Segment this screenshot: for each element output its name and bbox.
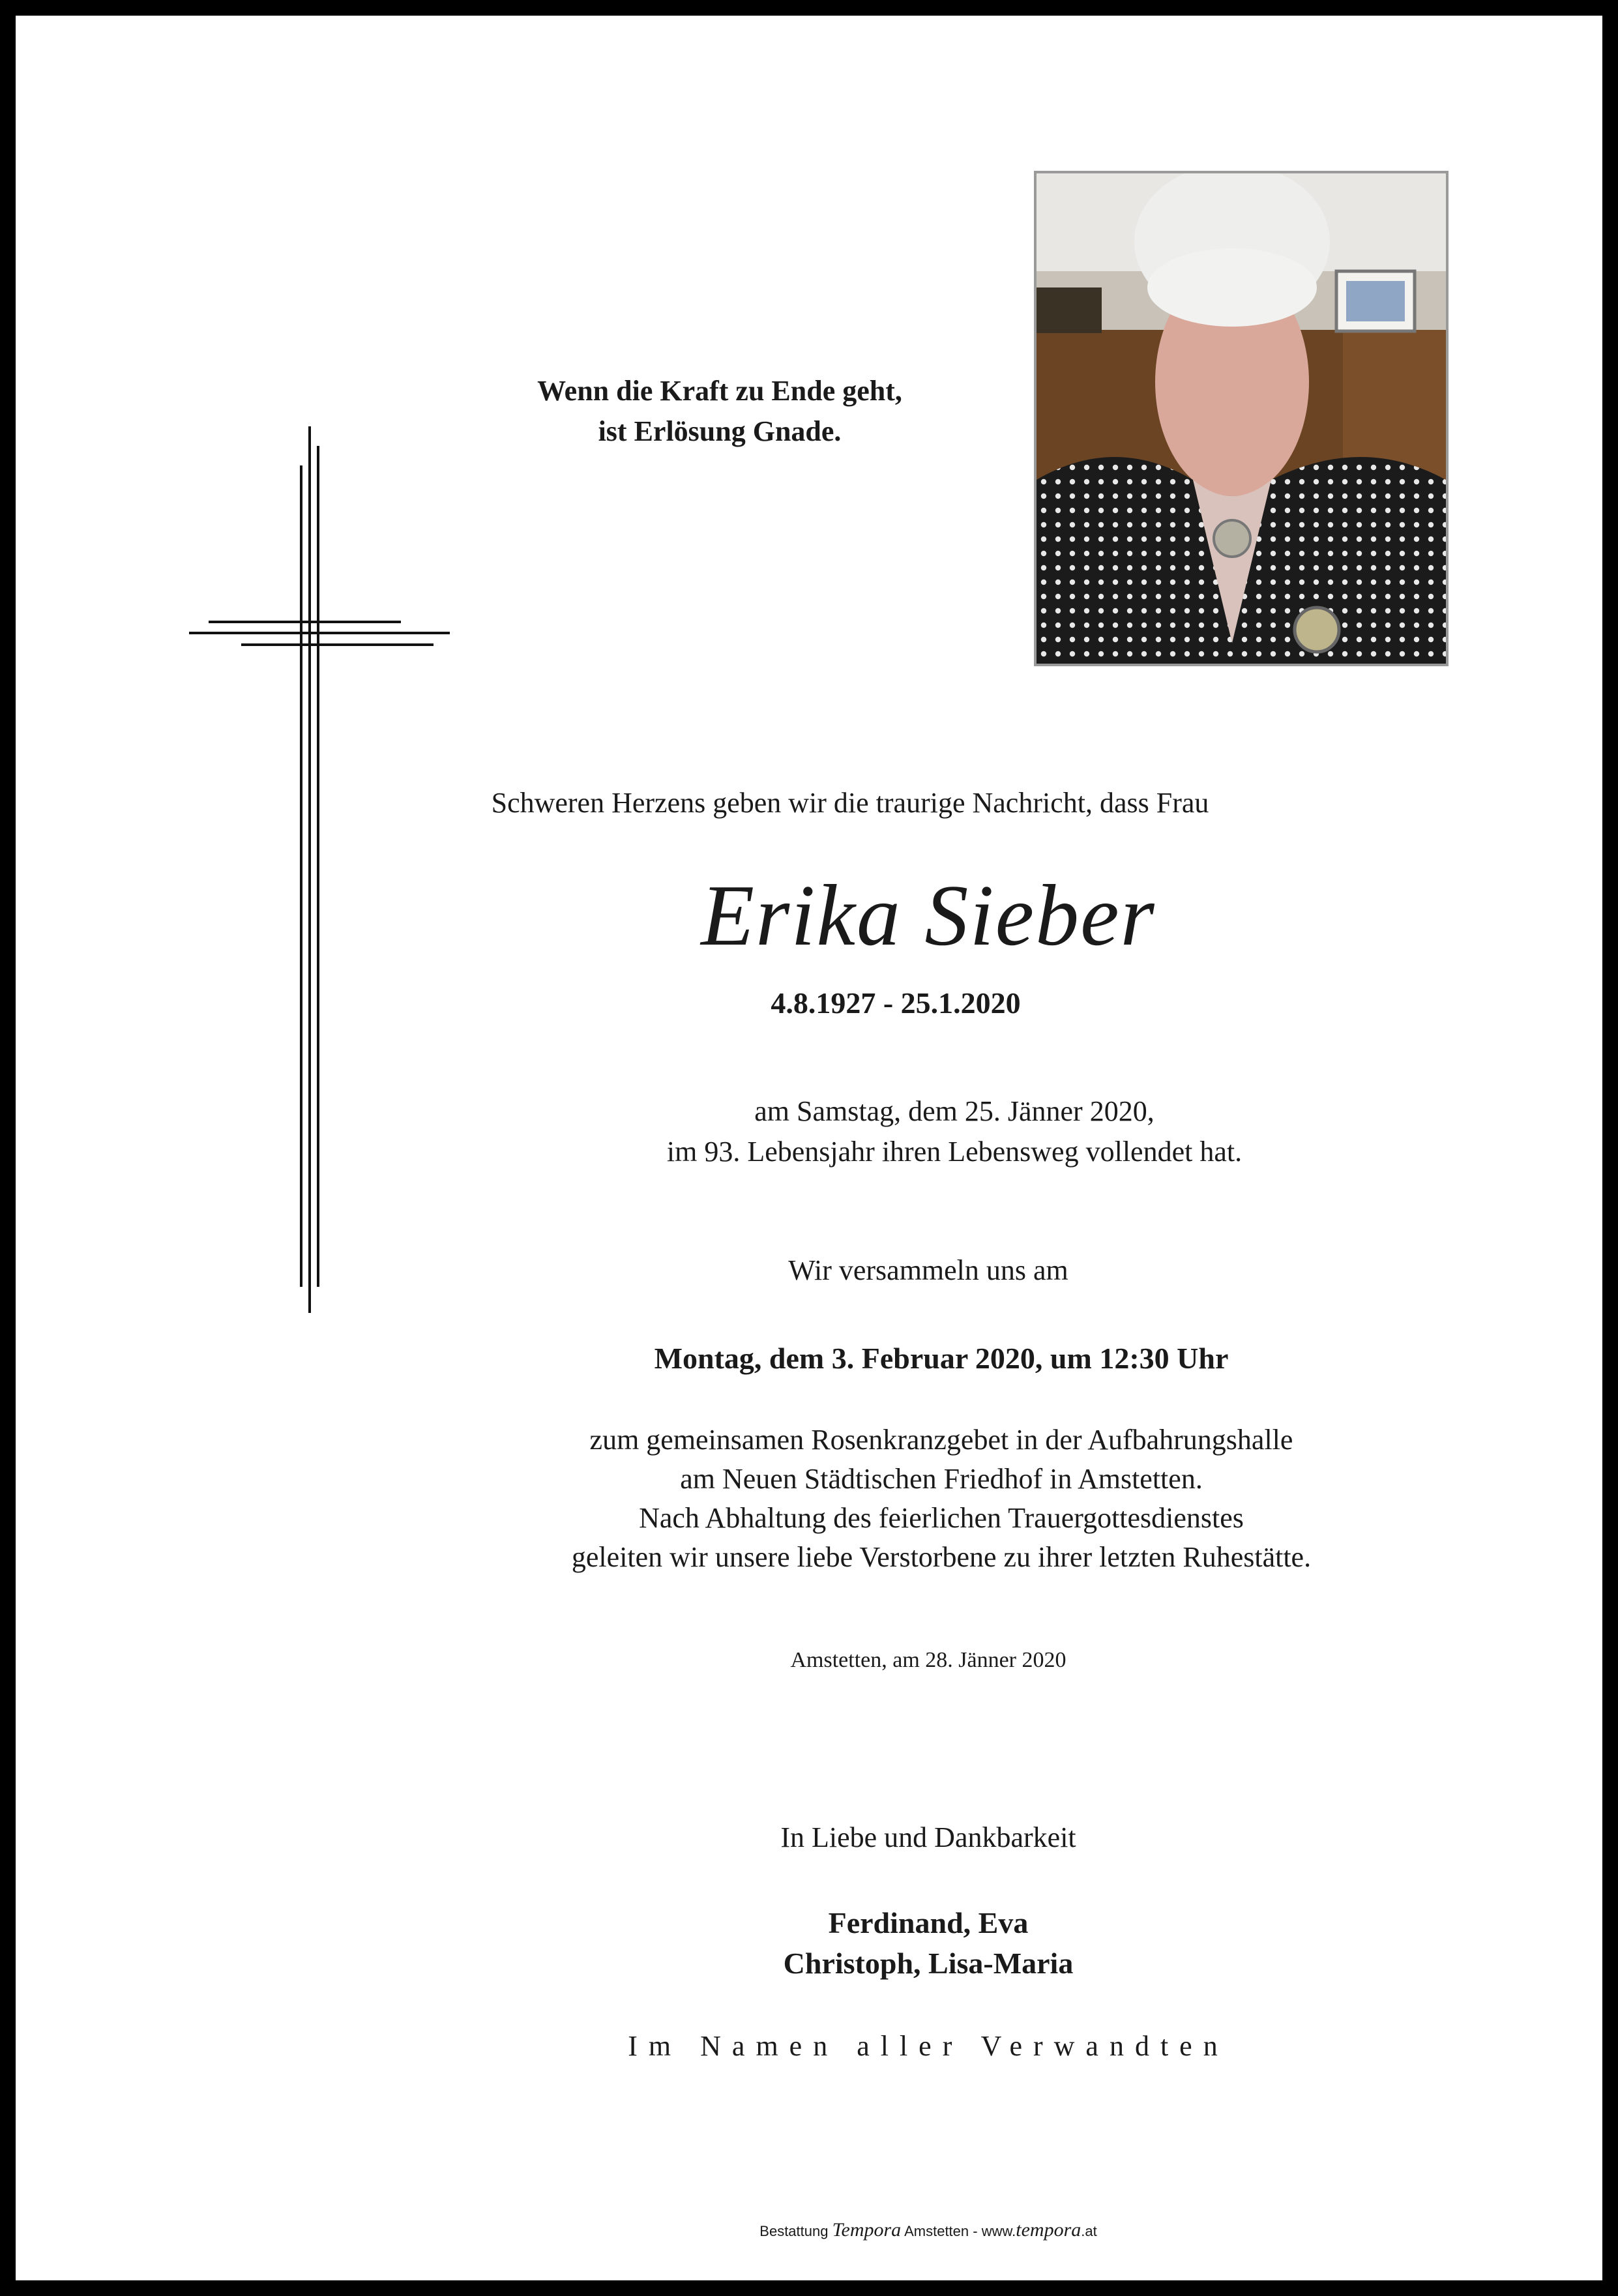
obituary-page bbox=[16, 16, 1602, 2280]
gathering-line-3: Nach Abhaltung des feierlichen Trauergottesdienstes bbox=[639, 1502, 1244, 1534]
place-date: Amstetten, am 28. Jänner 2020 bbox=[790, 1648, 1066, 1672]
footer-web-tld: .at bbox=[1081, 2223, 1097, 2239]
footer-prefix: Bestattung bbox=[759, 2223, 829, 2239]
quote bbox=[472, 371, 967, 452]
portrait-photo bbox=[1034, 171, 1449, 666]
gathering-line-2: am Neuen Städtischen Friedhof in Amstetten. bbox=[680, 1463, 1203, 1495]
footer-web-brand: tempora bbox=[1016, 2219, 1081, 2241]
footer-brand: Tempora bbox=[832, 2219, 902, 2241]
gathering-line-1: zum gemeinsamen Rosenkranzgebet in der Aufbahrungshalle bbox=[589, 1424, 1293, 1456]
gathering-details bbox=[433, 1420, 1450, 1577]
quote-line-1: Wenn die Kraft zu Ende geht, bbox=[537, 375, 902, 407]
life-dates: 4.8.1927 - 25.1.2020 bbox=[771, 986, 1021, 1020]
intro-text: Schweren Herzens geben wir die traurige Nachricht, dass Frau bbox=[491, 787, 1209, 819]
thanks-text: In Liebe und Dankbarkeit bbox=[780, 1821, 1076, 1853]
closing-text: Im Namen aller Verwandten bbox=[628, 2030, 1229, 2062]
death-line-2: im 93. Lebensjahr ihren Lebensweg vollendet hat. bbox=[666, 1136, 1243, 1168]
gathering-line-4: geleiten wir unsere liebe Verstorbene zu ihrer letzten Ruhestätte. bbox=[571, 1541, 1312, 1573]
family-names bbox=[602, 1903, 1254, 1984]
footer-suffix: Amstetten - www. bbox=[904, 2223, 1016, 2239]
gathering-intro: Wir versammeln uns am bbox=[788, 1254, 1068, 1286]
family-line-2: Christoph, Lisa-Maria bbox=[783, 1947, 1074, 1980]
cross-icon bbox=[189, 420, 450, 1326]
footer bbox=[602, 2219, 1254, 2243]
death-line-1: am Samstag, dem 25. Jänner 2020, bbox=[754, 1095, 1155, 1127]
quote-line-2: ist Erlösung Gnade. bbox=[598, 415, 842, 447]
family-line-1: Ferdinand, Eva bbox=[828, 1906, 1029, 1939]
deceased-name: Erika Sieber bbox=[701, 867, 1156, 964]
gathering-datetime: Montag, dem 3. Februar 2020, um 12:30 Uhr bbox=[654, 1342, 1229, 1375]
death-details bbox=[472, 1091, 1437, 1172]
